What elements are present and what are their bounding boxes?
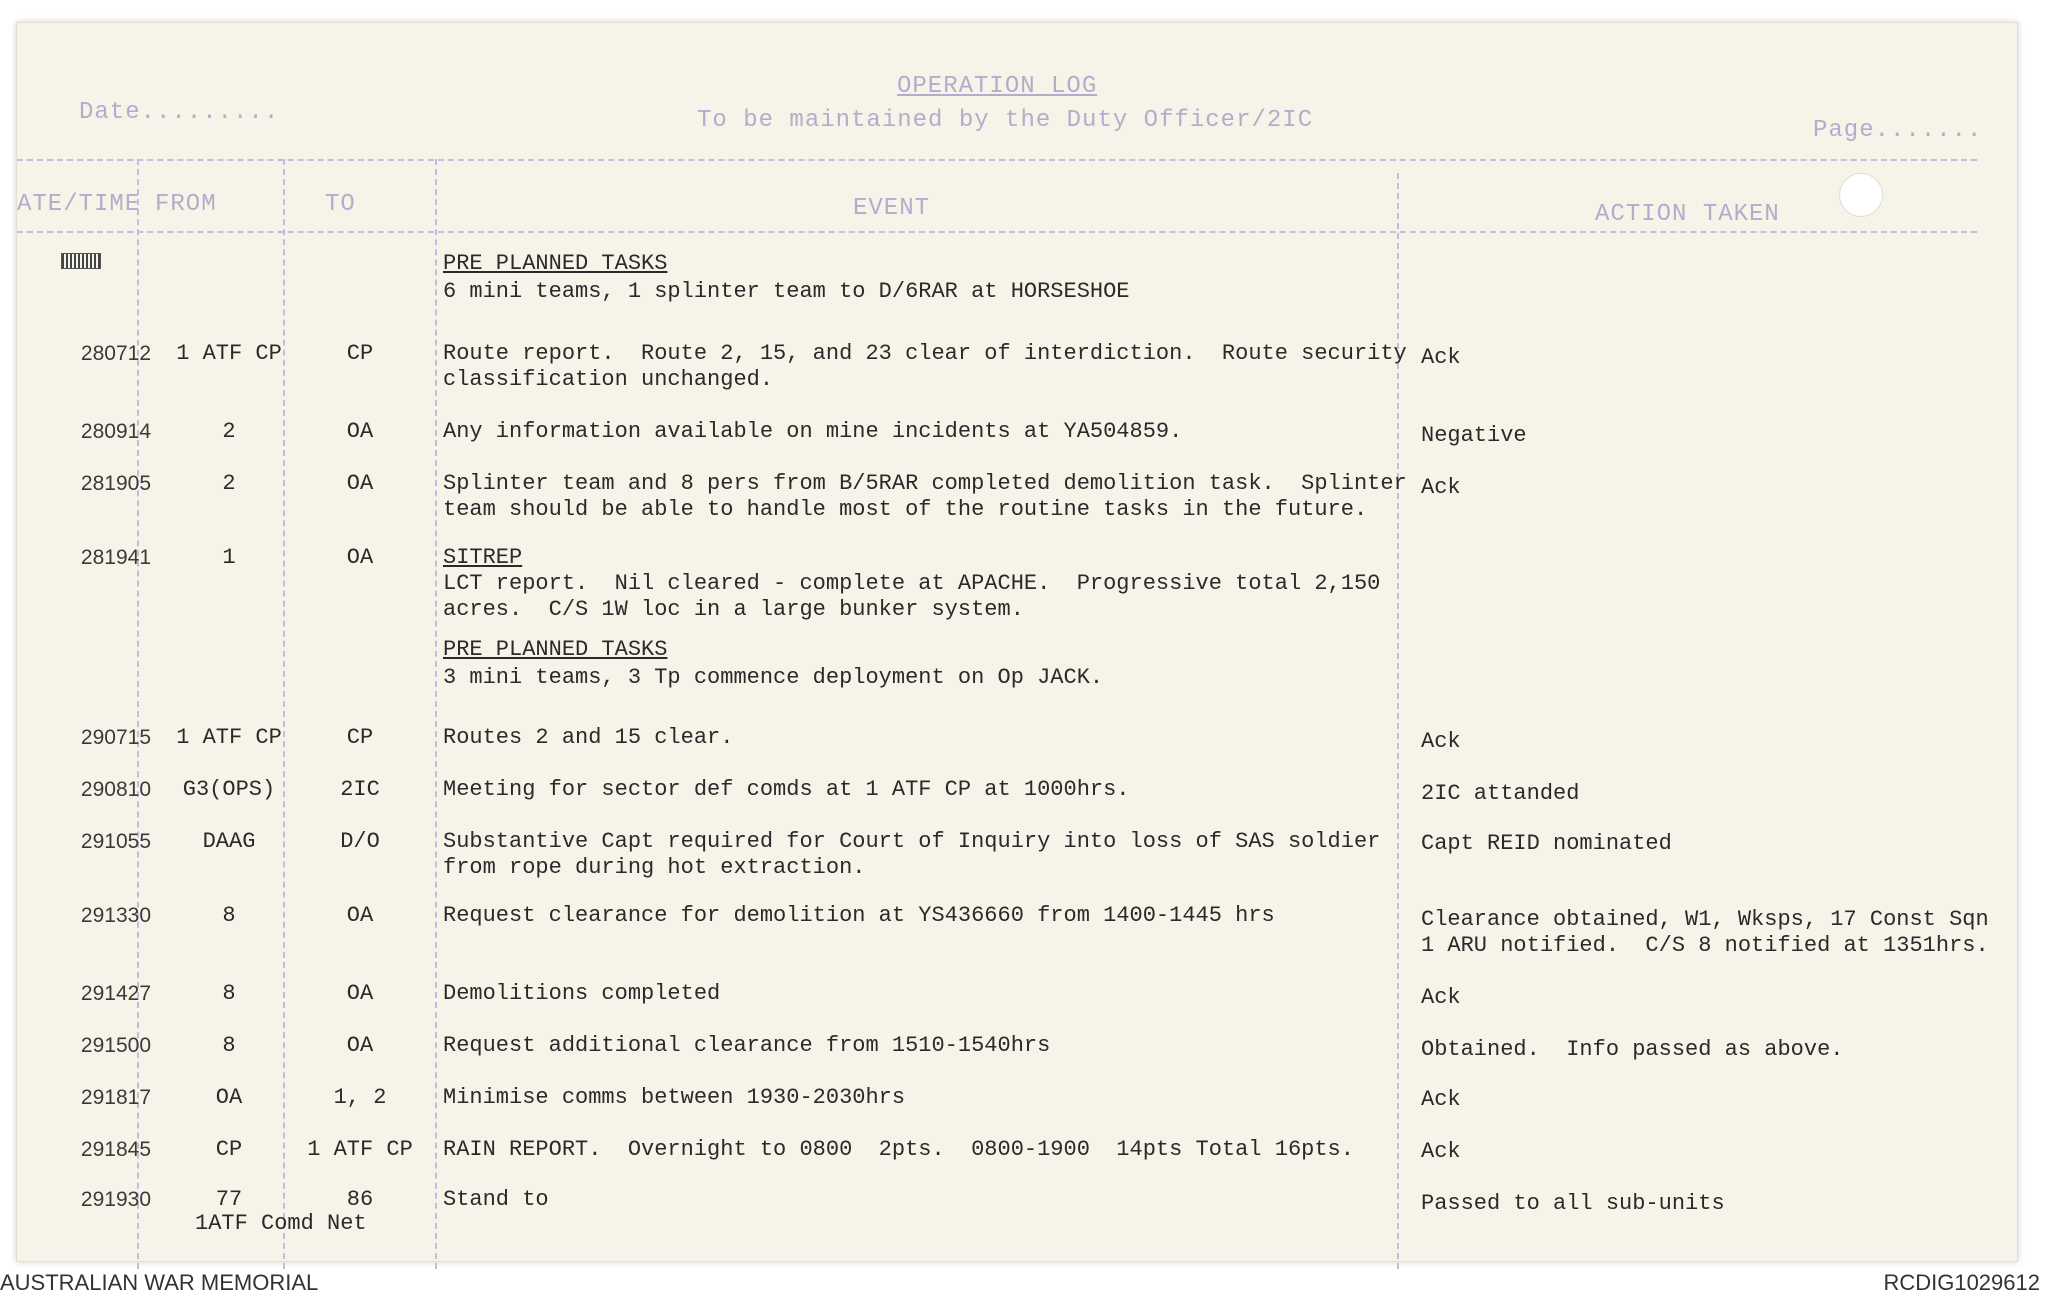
entry-to: OA [346,419,374,444]
entry-datetime: 280712 [80,342,151,365]
column-header-action: ACTION TAKEN [1595,201,1780,228]
form-subtitle: To be maintained by the Duty Officer/2IC [697,107,1314,134]
entry-datetime: 281941 [80,546,151,569]
action-text: Negative [1421,423,1527,448]
form-title: OPERATION LOG [897,73,1098,100]
entry-from: CP [215,1137,243,1162]
entry-from: 8 [222,981,236,1006]
entry-from: 1 ATF CP [176,341,282,366]
entry-to: CP [346,725,374,750]
event-text: Request clearance for demolition at YS436660 from 1400-1445 hrs [443,903,1275,928]
event-text: Routes 2 and 15 clear. [443,725,734,750]
entry-datetime: 291055 [80,830,151,853]
entry-to: 86 [346,1187,374,1212]
event-text: RAIN REPORT. Overnight to 0800 2pts. 0800-1900 14pts Total 16pts. [443,1137,1354,1162]
entry-from: 2 [222,471,236,496]
entry-datetime: 291845 [80,1138,151,1161]
header-top-rule [17,159,1977,161]
event-text: Splinter team and 8 pers from B/5RAR completed demolition task. Splinter team should be able to handle most of the routine tasks in the future. [443,471,1407,522]
entry-from: OA [215,1085,243,1110]
entry-to: 2IC [340,777,380,802]
entry-to: CP [346,341,374,366]
entry-from: 2 [222,419,236,444]
pre-stamp-mark [61,253,101,269]
column-header-datetime: ATE/TIME [17,191,141,218]
action-text: Ack [1421,729,1461,754]
event-text: LCT report. Nil cleared - complete at APACHE. Progressive total 2,150 acres. C/S 1W loc in a large bunker system. [443,571,1381,622]
entry-from: 1 [222,545,236,570]
column-header-to: TO [325,191,356,218]
event-text: Stand to [443,1187,549,1212]
entry-to: OA [346,1033,374,1058]
entry-to: 1, 2 [333,1085,387,1110]
entry-from: DAAG [202,829,256,854]
action-text: Clearance obtained, W1, Wksps, 17 Const Sqn 1 ARU notified. C/S 8 notified at 1351hrs. [1421,907,1989,958]
entry-to: OA [346,545,374,570]
action-text: Obtained. Info passed as above. [1421,1037,1844,1062]
entry-from: G3(OPS) [182,777,276,802]
entry-datetime: 291500 [80,1034,151,1057]
event-heading: PRE PLANNED TASKS [443,251,668,276]
event-text: Request additional clearance from 1510-1540hrs [443,1033,1051,1058]
header-bottom-rule [17,231,1977,233]
log-sheet [16,22,2018,1262]
entry-datetime: 280914 [80,420,151,443]
column-divider [435,159,437,1269]
footer-record-id: RCDIG1029612 [1883,1270,2040,1295]
column-header-from: FROM [155,191,217,218]
entry-to: OA [346,903,374,928]
action-text: Ack [1421,475,1461,500]
event-text: Route report. Route 2, 15, and 23 clear of interdiction. Route security classification unchanged. [443,341,1407,392]
entry-from: 8 [222,903,236,928]
entry-datetime: 291817 [80,1086,151,1109]
date-label: Date......... [79,99,280,126]
action-text: Ack [1421,1139,1461,1164]
entry-datetime: 291930 [80,1188,151,1211]
action-text: Passed to all sub-units [1421,1191,1725,1216]
entry-from: 8 [222,1033,236,1058]
event-text: Demolitions completed [443,981,721,1006]
action-text: Ack [1421,985,1461,1010]
event-text: Any information available on mine incidents at YA504859. [443,419,1183,444]
action-text: 2IC attanded [1421,781,1580,806]
entry-to: OA [346,471,374,496]
event-text: Meeting for sector def comds at 1 ATF CP at 1000hrs. [443,777,1130,802]
column-header-event: EVENT [853,195,931,222]
entry-datetime: 290810 [80,778,151,801]
entry-to: OA [346,981,374,1006]
event-heading: SITREP [443,545,523,570]
entry-to: D/O [340,829,380,854]
event-text: 6 mini teams, 1 splinter team to D/6RAR at HORSESHOE [443,279,1130,304]
entry-to: 1 ATF CP [307,1137,413,1162]
event-heading: PRE PLANNED TASKS [443,637,668,662]
action-text: Capt REID nominated [1421,831,1672,856]
punch-hole [1839,173,1883,217]
entry-datetime: 290715 [80,726,151,749]
action-text: Ack [1421,345,1461,370]
event-text: 3 mini teams, 3 Tp commence deployment on Op JACK. [443,665,1104,690]
entry-from: 77 [215,1187,243,1212]
event-text: Minimise comms between 1930-2030hrs [443,1085,906,1110]
entry-from: 1 ATF CP [176,725,282,750]
event-text: Substantive Capt required for Court of Inquiry into loss of SAS soldier from rope during hot extraction. [443,829,1381,880]
entry-datetime: 291427 [80,982,151,1005]
footer-source: AUSTRALIAN WAR MEMORIAL [0,1270,319,1295]
net-note: 1ATF Comd Net [195,1211,367,1236]
entry-datetime: 291330 [80,904,151,927]
action-text: Ack [1421,1087,1461,1112]
page-label: Page....... [1813,117,1983,144]
entry-datetime: 281905 [80,472,151,495]
